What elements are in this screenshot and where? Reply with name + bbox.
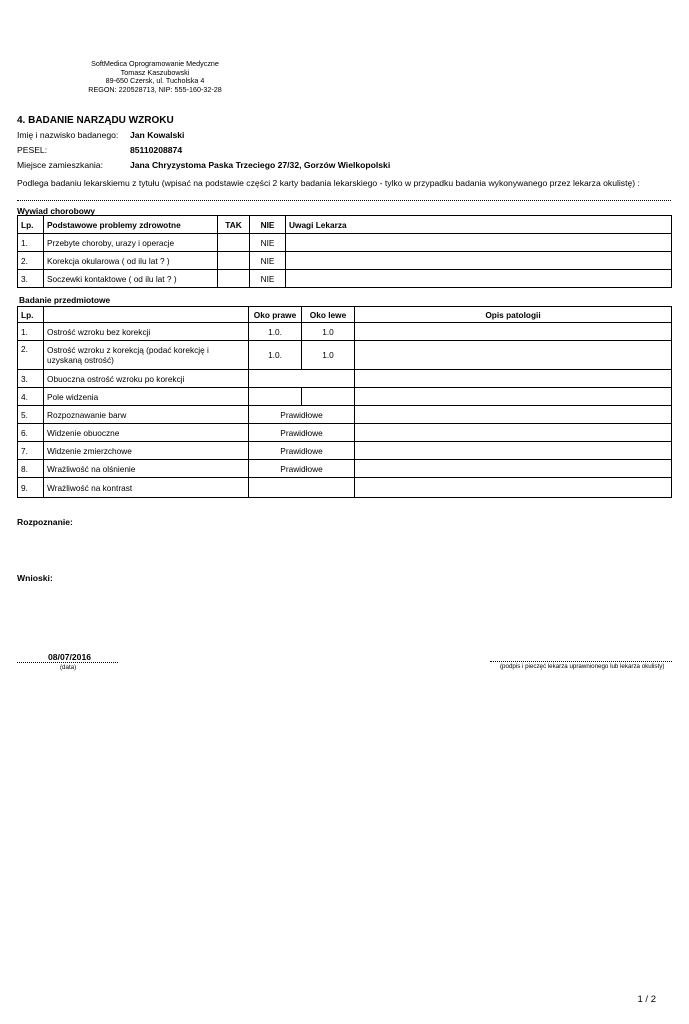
row-lp: 8. [18,460,44,478]
row-both-eyes: Prawidłowe [249,424,355,442]
row-left-eye: 1.0 [302,341,355,370]
signature-caption: (podpis i pieczęć lekarza uprawnionego lub lekarza okulisty) [500,663,665,670]
conclusions-label: Wnioski: [17,573,53,583]
row-nie: NIE [250,234,286,252]
row-pathology [355,406,672,424]
col-left-eye: Oko lewe [302,307,355,323]
row-left-eye [302,388,355,406]
row-problem: Soczewki kontaktowe ( od ilu lat ? ) [44,270,218,288]
row-lp: 2. [18,341,44,370]
company-ids: REGON: 220528713, NIP: 555-160-32-28 [88,84,222,94]
row-lp: 6. [18,424,44,442]
row-both-eyes: Prawidłowe [249,406,355,424]
col-uwagi: Uwagi Lekarza [286,216,672,234]
row-pathology [355,370,672,388]
row-lp: 5. [18,406,44,424]
page-number: 1 / 2 [637,994,656,1005]
table-row [18,323,672,341]
history-header-row [18,216,672,234]
row-nie: NIE [250,270,286,288]
row-lp: 2. [18,252,44,270]
row-test: Widzenie zmierzchowe [44,442,249,460]
row-test: Ostrość wzroku z korekcją (podać korekcję i uzyskaną ostrość) [44,341,249,370]
col-nie: NIE [250,216,286,234]
exam-section-title: Badanie przedmiotowe [19,295,111,305]
history-table [17,215,672,288]
signature-line [490,661,672,662]
company-name: SoftMedica Oprogramowanie Medyczne [91,59,219,68]
row-tak [218,252,250,270]
row-uwagi [286,252,672,270]
dotted-separator [17,200,671,201]
row-right-eye [249,388,302,406]
table-row [18,270,672,288]
company-header [60,60,250,94]
table-row [18,252,672,270]
row-tak [218,234,250,252]
col-lp: Lp. [18,216,44,234]
patient-name-value: Jan Kowalski [130,130,185,140]
row-nie: NIE [250,252,286,270]
exam-header-row [18,307,672,323]
row-lp: 7. [18,442,44,460]
table-row [18,234,672,252]
diagnosis-label: Rozpoznanie: [17,517,73,527]
row-test: Pole widzenia [44,388,249,406]
row-test: Widzenie obuoczne [44,424,249,442]
company-owner: Tomasz Kaszubowski [120,67,190,77]
company-address: 89-650 Czersk, ul. Tucholska 4 [105,76,205,86]
pesel-label: PESEL: [17,145,48,155]
row-pathology [355,442,672,460]
row-lp: 9. [18,478,44,498]
table-row [18,370,672,388]
col-problem: Podstawowe problemy zdrowotne [44,216,218,234]
row-both-eyes [249,478,355,498]
table-row [18,442,672,460]
row-test: Wrażliwość na kontrast [44,478,249,498]
row-pathology [355,460,672,478]
exam-basis-note: Podlega badaniu lekarskiemu z tytułu (wpisać na podstawie części 2 karty badania lekarskiego - tylko w przypadku badania wykonywanego przez lekarza okulistę) : [17,178,640,188]
row-pathology [355,323,672,341]
row-pathology [355,341,672,370]
date-line [17,662,118,663]
row-test: Wrażliwość na olśnienie [44,460,249,478]
patient-name-label: Imię i nazwisko badanego: [17,130,119,140]
table-row [18,424,672,442]
row-uwagi [286,234,672,252]
row-lp: 1. [18,323,44,341]
row-tak [218,270,250,288]
address-value: Jana Chryzystoma Paska Trzeciego 27/32, Gorzów Wielkopolski [130,160,391,170]
col-lp: Lp. [18,307,44,323]
row-uwagi [286,270,672,288]
table-row [18,460,672,478]
row-lp: 4. [18,388,44,406]
col-pathology: Opis patologii [355,307,672,323]
row-problem: Przebyte choroby, urazy i operacje [44,234,218,252]
row-lp: 1. [18,234,44,252]
table-row [18,388,672,406]
row-both-eyes [249,370,355,388]
history-section-title: Wywiad chorobowy [17,206,96,216]
row-test: Rozpoznawanie barw [44,406,249,424]
table-row [18,478,672,498]
table-row [18,341,672,370]
row-both-eyes: Prawidłowe [249,442,355,460]
row-pathology [355,388,672,406]
col-tak: TAK [218,216,250,234]
col-right-eye: Oko prawe [249,307,302,323]
row-test: Ostrość wzroku bez korekcji [44,323,249,341]
row-pathology [355,478,672,498]
pesel-value: 85110208874 [130,145,183,155]
exam-date: 08/07/2016 [48,652,92,662]
row-pathology [355,424,672,442]
col-test [44,307,249,323]
row-problem: Korekcja okularowa ( od ilu lat ? ) [44,252,218,270]
row-right-eye: 1.0. [249,341,302,370]
row-left-eye: 1.0 [302,323,355,341]
row-both-eyes: Prawidłowe [249,460,355,478]
row-test: Obuoczna ostrość wzroku po korekcji [44,370,249,388]
address-label: Miejsce zamieszkania: [17,160,103,170]
page-title: 4. BADANIE NARZĄDU WZROKU [17,115,174,126]
row-lp: 3. [18,270,44,288]
row-lp: 3. [18,370,44,388]
exam-table [17,306,672,498]
table-row [18,406,672,424]
row-right-eye: 1.0. [249,323,302,341]
date-caption: (data) [60,664,77,671]
